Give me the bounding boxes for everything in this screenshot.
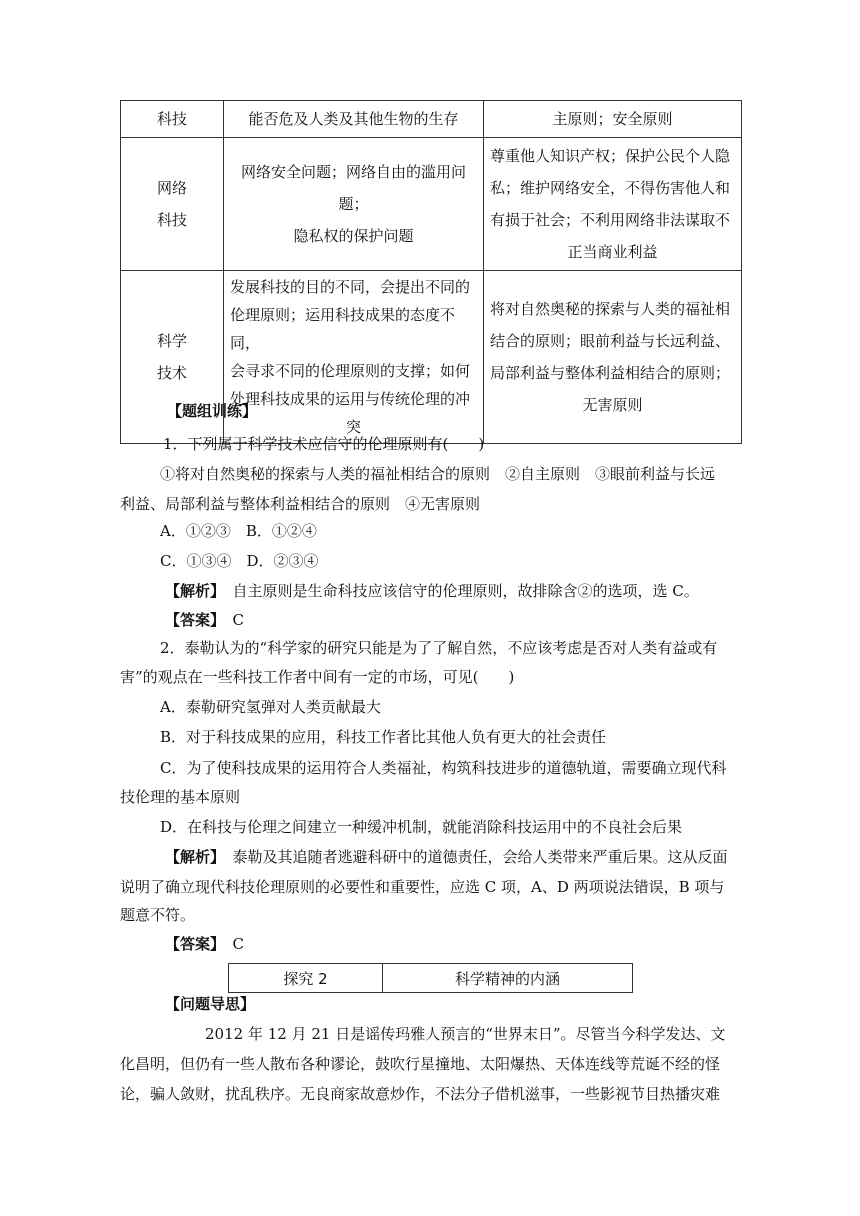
q1-options: C．①③④ D．②③④ <box>160 552 319 570</box>
guide-paragraph-line: 化昌明，但仍有一些人散布各种谬论，鼓吹行星撞地、太阳爆热、天体连线等荒诞不经的怪 <box>120 1055 721 1073</box>
q2-option-d: D．在科技与伦理之间建立一种缓冲机制，就能消除科技运用中的不良社会后果 <box>160 818 683 836</box>
q1-stem: 1．下列属于科学技术应信守的伦理原则有( ) <box>163 435 485 453</box>
table-cell-issue: 网络安全问题；网络自由的滥用问题； 隐私权的保护问题 <box>224 138 484 271</box>
answer-text: C <box>217 935 244 953</box>
table-cell-principle: 主原则；安全原则 <box>484 101 742 138</box>
q2-analysis: 题意不符。 <box>120 906 196 924</box>
q2-analysis <box>165 846 728 867</box>
q1-items-line: 利益、局部利益与整体利益相结合的原则 ④无害原则 <box>120 495 481 513</box>
table-row <box>121 101 742 138</box>
guide-paragraph-line: 2012 年 12 月 21 日是谣传玛雅人预言的“世界末日”。尽管当今科学发达、文 <box>205 1025 726 1043</box>
explore-number: 探究 2 <box>229 964 383 992</box>
analysis-text: 泰勒及其追随者逃避科研中的道德责任，会给人类带来严重后果。这从反面 <box>217 848 728 866</box>
answer-label: 【答案】 <box>165 611 218 629</box>
answer-label: 【答案】 <box>165 935 218 953</box>
answer-text: C <box>217 611 244 629</box>
guide-paragraph-line: 论，骗人敛财，扰乱秩序。无良商家故意炒作，不法分子借机滋事，一些影视节目热播灾难 <box>120 1085 721 1103</box>
q2-option-c: C．为了使科技成果的运用符合人类福祉，构筑科技进步的道德轨道，需要确立现代科 <box>160 759 727 777</box>
table-cell-field: 科技 <box>121 101 224 138</box>
q2-stem: 害”的观点在一些科技工作者中间有一定的市场，可见( ) <box>120 668 515 686</box>
section-heading-guide: 【问题导思】 <box>165 995 256 1013</box>
table-row <box>121 138 742 271</box>
explore-section-box <box>228 963 633 993</box>
q1-options: A．①②③ B．①②④ <box>160 522 317 540</box>
table-cell-issue: 能否危及人类及其他生物的生存 <box>224 101 484 138</box>
ethics-principles-table <box>120 100 742 444</box>
q2-option-b: B．对于科技成果的应用，科技工作者比其他人负有更大的社会责任 <box>160 728 607 746</box>
analysis-text: 自主原则是生命科技应该信守的伦理原则，故排除含②的选项，选 C。 <box>217 582 699 600</box>
q2-option-c: 技伦理的基本原则 <box>120 788 241 806</box>
q1-analysis <box>165 580 699 601</box>
table-cell-principle: 将对自然奥秘的探索与人类的福祉相 结合的原则；眼前利益与长远利益、 局部利益与整体利益相结合的原则； 无害原则 <box>484 271 742 444</box>
analysis-label: 【解析】 <box>165 582 218 600</box>
analysis-label: 【解析】 <box>165 848 218 866</box>
q1-items-line: ①将对自然奥秘的探索与人类的福祉相结合的原则 ②自主原则 ③眼前利益与长远 <box>160 465 716 483</box>
section-heading-training: 【题组训练】 <box>167 402 258 420</box>
q1-answer <box>165 609 244 630</box>
table-cell-field: 网络 科技 <box>121 138 224 271</box>
table-cell-principle: 尊重他人知识产权；保护公民个人隐 私；维护网络安全，不得伤害他人和 有损于社会；不利用网络非法谋取不 正当商业利益 <box>484 138 742 271</box>
q2-option-a: A．泰勒研究氢弹对人类贡献最大 <box>160 698 381 716</box>
table-cell-issue: 发展科技的目的不同，会提出不同的 伦理原则；运用科技成果的态度不同， 会寻求不同的伦理原则的支撑；如何 处理科技成果的运用与传统伦理的冲 突 <box>224 271 484 444</box>
q2-stem: 2．泰勒认为的“科学家的研究只能是为了了解自然，不应该考虑是否对人类有益或有 <box>160 639 718 657</box>
table-cell-field: 科学 技术 <box>121 271 224 444</box>
q2-analysis: 说明了确立现代科技伦理原则的必要性和重要性，应选 C 项，A、D 两项说法错误，B 项与 <box>120 878 725 896</box>
explore-title: 科学精神的内涵 <box>454 969 560 988</box>
q2-answer <box>165 933 244 954</box>
